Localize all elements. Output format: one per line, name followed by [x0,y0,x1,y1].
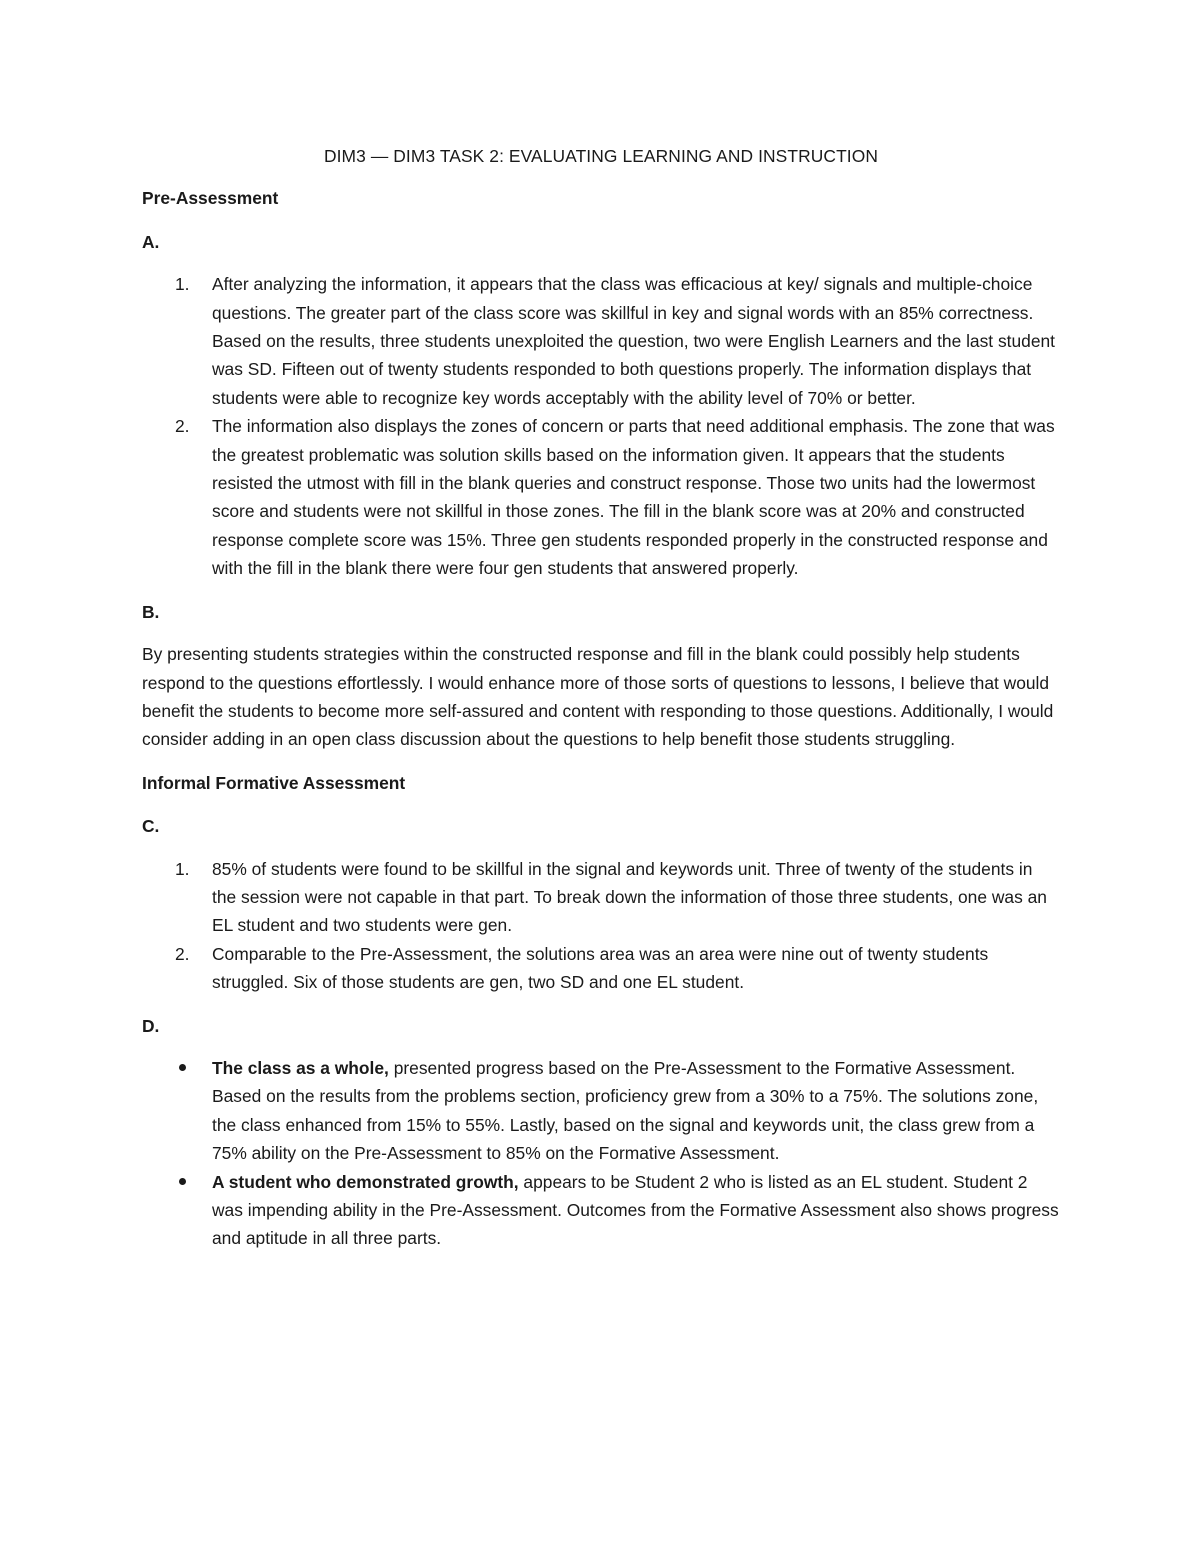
bullet-lead: The class as a whole, [212,1057,389,1078]
list-item [142,855,1060,940]
list-item-text: Comparable to the Pre-Assessment, the solutions area was an area were nine out of twenty students struggled. Six of those students are gen, two SD and one EL student. [212,943,989,993]
informal-formative-heading: Informal Formative Assessment [142,772,406,793]
list-item-text: After analyzing the information, it appears that the class was efficacious at key/ signals and multiple-choice questions. The greater part of the class score was skillful in key and signal words with an 85% correctness. Based on the results, three students unexploited the question, two were English Learners and the last student was SD. Fifteen out of twenty students responded to both questions properly. The information displays that students were able to recognize key words acceptably with the ability level of 70% or better. [212,274,1056,408]
list-item [142,270,1060,412]
list-item-number: 1. [175,274,190,295]
part-a-list [142,270,1060,582]
bullet-lead: A student who demonstrated growth, [212,1171,519,1192]
document-title: DIM3 — DIM3 TASK 2: EVALUATING LEARNING AND INSTRUCTION [323,146,879,166]
bullet-icon [179,1178,186,1185]
list-item [142,1168,1060,1253]
list-item-number: 1. [175,858,190,879]
list-item [142,940,1060,997]
part-a-label: A. [142,231,160,252]
list-item-text: The information also displays the zones of concern or parts that need additional emphasis. The zone that was the greatest problematic was solution skills based on the information given. It appears that the students resisted the utmost with fill in the blank queries and construct response. Those two units had the lowermost score and students were not skillful in those zones. The fill in the blank score was at 20% and constructed response complete score was 15%. Three gen students responded properly in the constructed response and with the fill in the blank there were four gen students that answered properly. [212,416,1055,579]
bullet-text: presented progress based on the Pre-Assessment to the Formative Assessment. Based on the results from the problems section, proficiency grew from a 30% to a 75%. The solutions zone, the class enhanced from 15% to 55%. Lastly, based on the signal and keywords unit, the class grew from a 75% ability on the Pre-Assessment to 85% on the Formative Assessment. [212,1057,1039,1164]
list-item-number: 2. [175,943,190,964]
list-item [142,1054,1060,1168]
bullet-icon [179,1064,186,1071]
document-page [142,142,1060,1268]
pre-assessment-heading: Pre-Assessment [142,188,279,209]
list-item-text: 85% of students were found to be skillful in the signal and keywords unit. Three of twenty of the students in the session were not capable in that part. To break down the information of those three students, one was an EL student and two students were gen. [212,858,1047,936]
part-c-label: C. [142,816,160,837]
part-d-list [142,1054,1060,1253]
bullet-text: appears to be Student 2 who is listed as an EL student. Student 2 was impending ability in the Pre-Assessment. Outcomes from the Formative Assessment also shows progress and aptitude in all three parts. [212,1171,1059,1249]
list-item [142,412,1060,582]
part-c-list [142,855,1060,997]
list-item-number: 2. [175,416,190,437]
part-d-label: D. [142,1015,160,1036]
part-b-paragraph: By presenting students strategies within the constructed response and fill in the blank could possibly help students respond to the questions effortlessly. I would enhance more of those sorts of questions to lessons, I believe that would benefit the students to become more self-assured and content with responding to those questions. Additionally, I would consider adding in an open class discussion about the questions to help benefit those students struggling. [142,644,1054,750]
part-b-label: B. [142,601,160,622]
